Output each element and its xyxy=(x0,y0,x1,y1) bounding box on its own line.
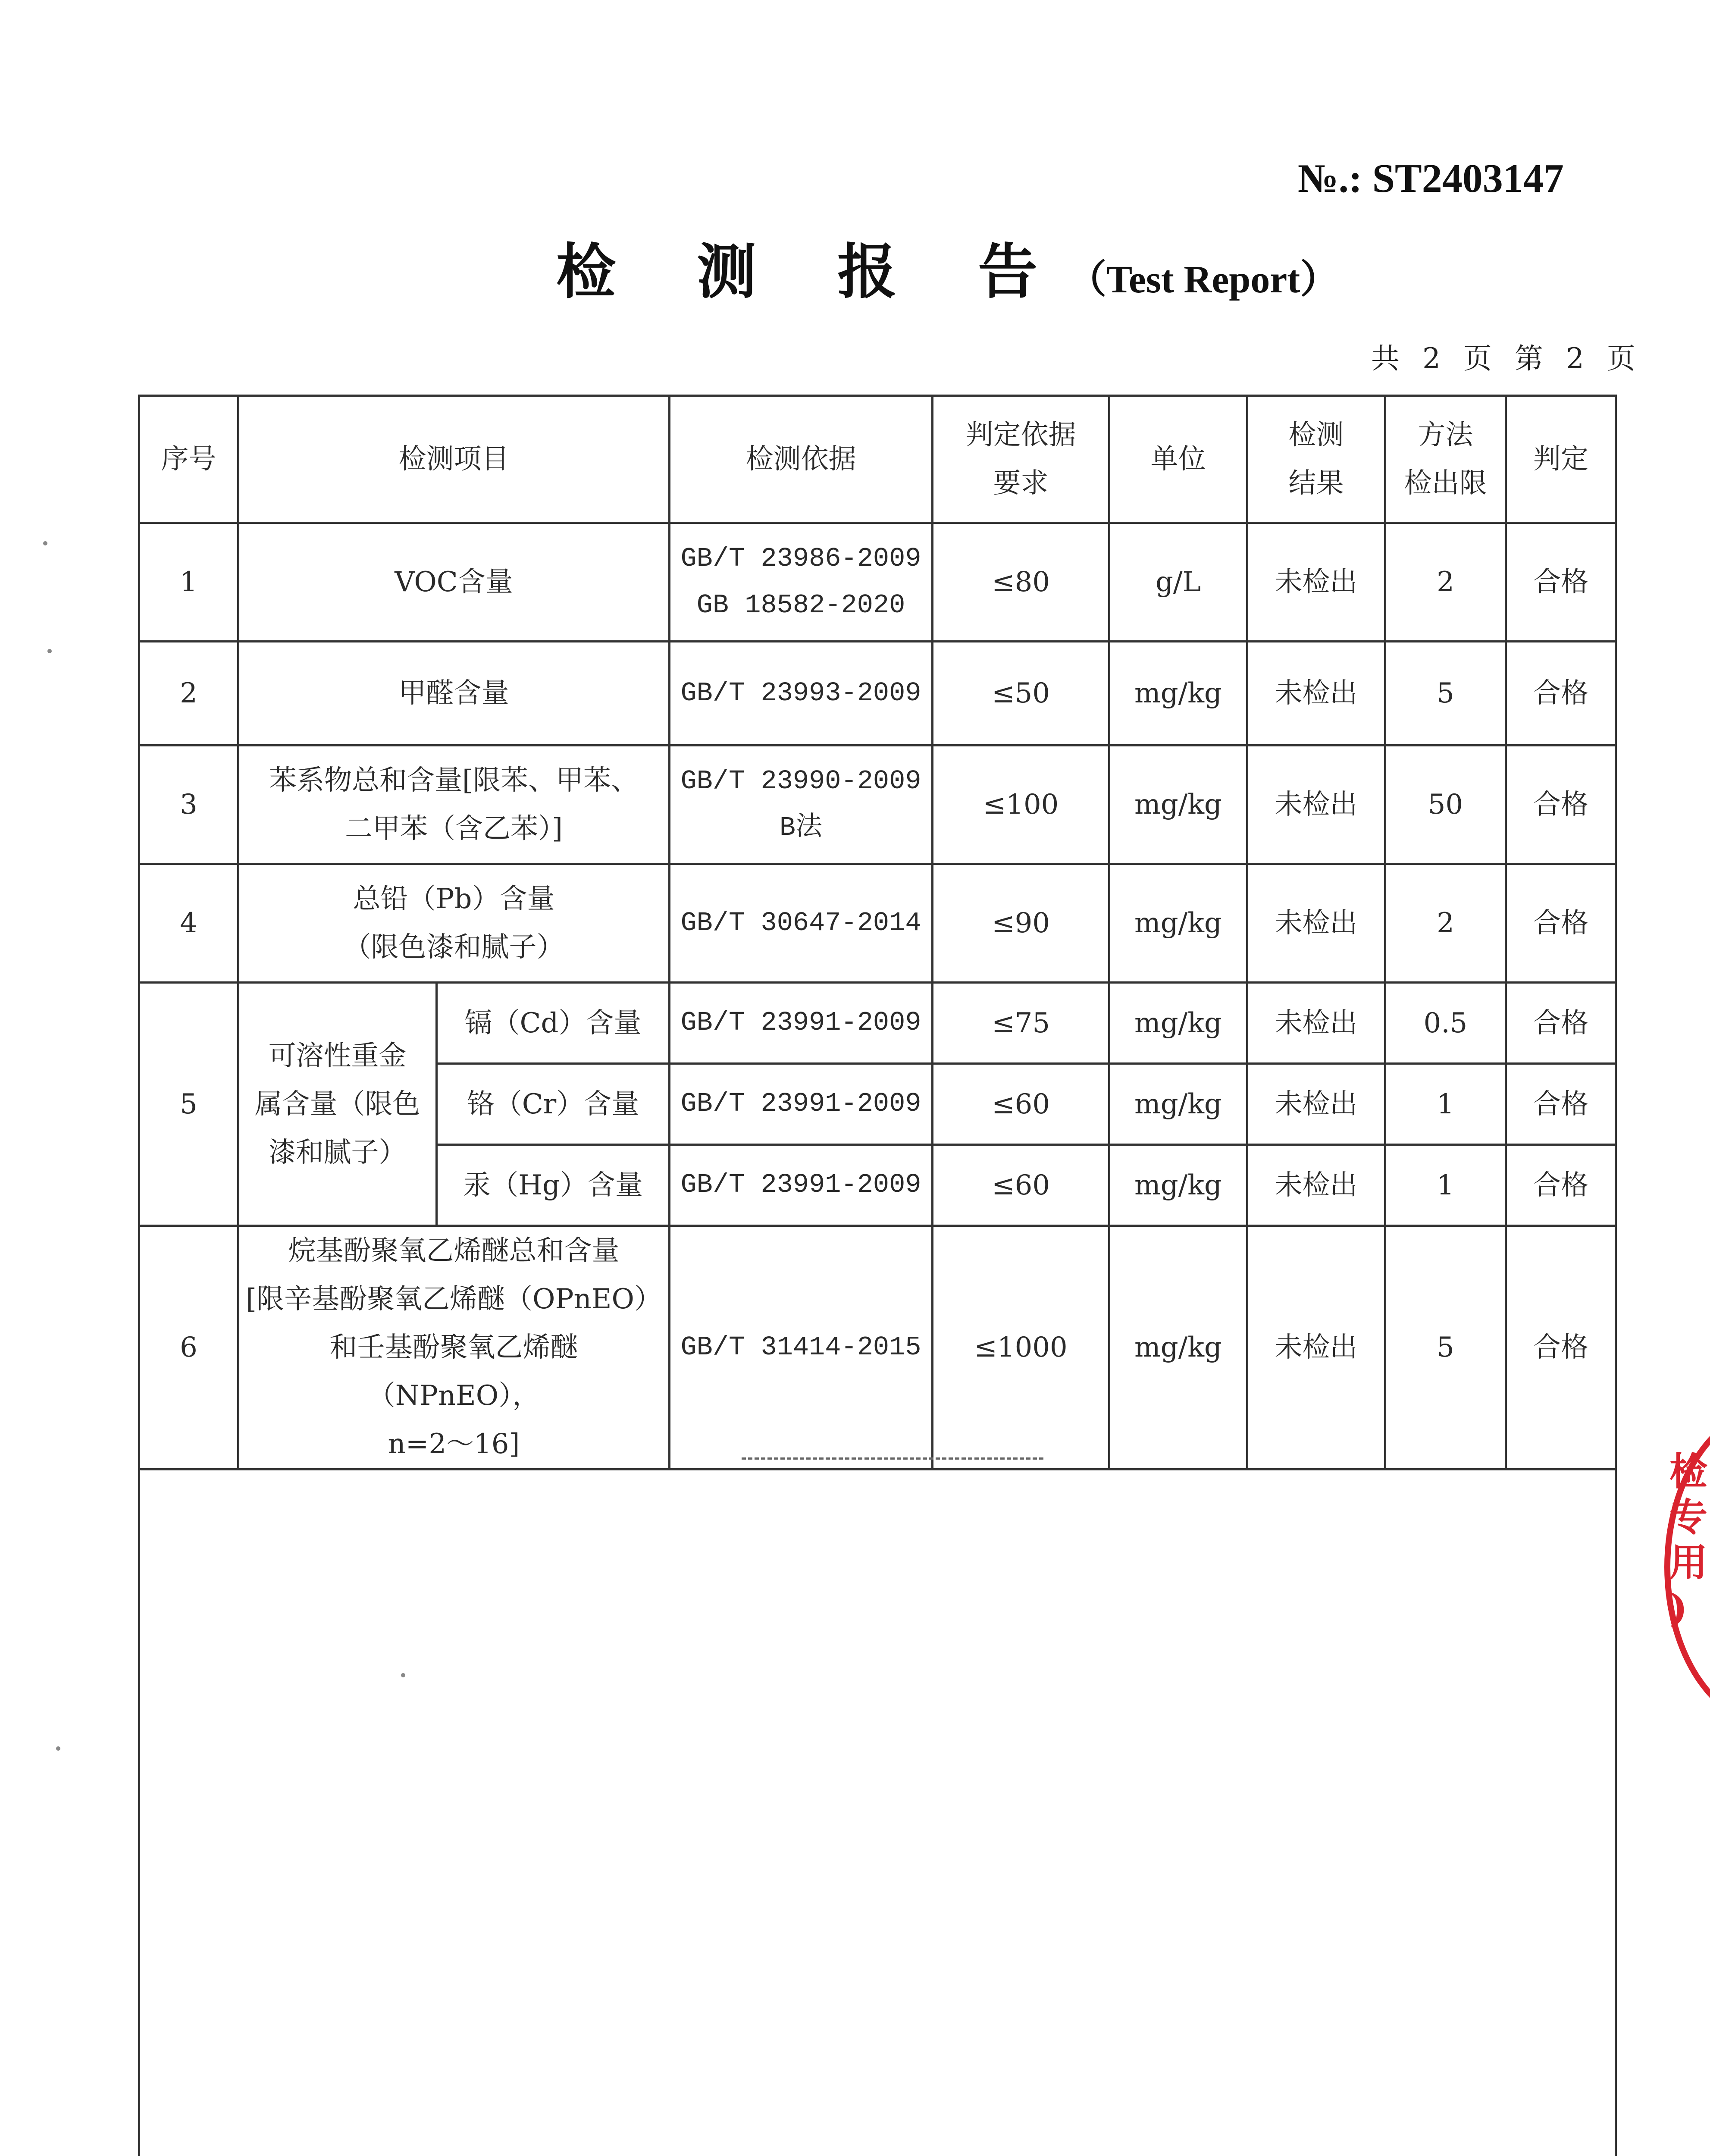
table-row xyxy=(139,1226,1616,1470)
cell-basis: GB/T 23991-2009 xyxy=(670,1064,933,1145)
cell-unit: mg/kg xyxy=(1109,1226,1247,1470)
cell-basis: GB/T 23990-2009 B法 xyxy=(670,746,933,864)
cell-seq: 5 xyxy=(139,983,238,1226)
cell-sub-item: 铬（Cr）含量 xyxy=(437,1064,670,1145)
cell-limit: 5 xyxy=(1385,642,1506,746)
table-row xyxy=(139,642,1616,746)
cell-limit: 2 xyxy=(1385,523,1506,642)
cell-basis: GB/T 31414-2015 xyxy=(670,1226,933,1470)
cell-requirement: ≤80 xyxy=(933,523,1109,642)
cell-verdict: 合格 xyxy=(1506,983,1616,1064)
cell-result: 未检出 xyxy=(1247,1226,1385,1470)
cell-verdict: 合格 xyxy=(1506,1064,1616,1145)
table-header-row xyxy=(139,396,1616,523)
table-row xyxy=(139,983,1616,1064)
cell-seq: 6 xyxy=(139,1226,238,1470)
cell-unit: g/L xyxy=(1109,523,1247,642)
cell-basis: GB/T 23986-2009 GB 18582-2020 xyxy=(670,523,933,642)
cell-verdict: 合格 xyxy=(1506,1226,1616,1470)
cell-seq: 4 xyxy=(139,864,238,983)
header-requirement: 判定依据 要求 xyxy=(933,396,1109,523)
cell-verdict: 合格 xyxy=(1506,1145,1616,1226)
cell-verdict: 合格 xyxy=(1506,746,1616,864)
cell-sub-item: 汞（Hg）含量 xyxy=(437,1145,670,1226)
cell-basis: GB/T 30647-2014 xyxy=(670,864,933,983)
cell-result: 未检出 xyxy=(1247,523,1385,642)
cell-limit: 1 xyxy=(1385,1064,1506,1145)
cell-unit: mg/kg xyxy=(1109,746,1247,864)
cell-item: 烷基酚聚氧乙烯醚总和含量 [限辛基酚聚氧乙烯醚（OPnEO） 和壬基酚聚氧乙烯醚（NPnEO）， n=2～16] xyxy=(238,1226,670,1470)
cell-unit: mg/kg xyxy=(1109,983,1247,1064)
cell-requirement: ≤60 xyxy=(933,1145,1109,1226)
cell-requirement: ≤90 xyxy=(933,864,1109,983)
header-result: 检测 结果 xyxy=(1247,396,1385,523)
title-english: （Test Report） xyxy=(1068,258,1339,301)
cell-item: 总铅（Pb）含量 （限色漆和腻子） xyxy=(238,864,670,983)
header-verdict: 判定 xyxy=(1506,396,1616,523)
table-row xyxy=(139,864,1616,983)
cell-verdict: 合格 xyxy=(1506,864,1616,983)
cell-seq: 3 xyxy=(139,746,238,864)
header-item: 检测项目 xyxy=(238,396,670,523)
cell-limit: 1 xyxy=(1385,1145,1506,1226)
title-chinese: 检 测 报 告 xyxy=(556,236,1068,307)
cell-requirement: ≤100 xyxy=(933,746,1109,864)
header-limit: 方法 检出限 xyxy=(1385,396,1506,523)
cell-limit: 2 xyxy=(1385,864,1506,983)
cell-requirement: ≤75 xyxy=(933,983,1109,1064)
blank-area-row xyxy=(139,1470,1616,2156)
cell-unit: mg/kg xyxy=(1109,642,1247,746)
cell-result: 未检出 xyxy=(1247,983,1385,1064)
cell-result: 未检出 xyxy=(1247,864,1385,983)
blank-area xyxy=(139,1470,1616,2156)
cell-item-group: 可溶性重金 属含量（限色 漆和腻子） xyxy=(238,983,437,1226)
cell-basis: GB/T 23993-2009 xyxy=(670,642,933,746)
scan-speck xyxy=(43,541,47,545)
cell-item: 苯系物总和含量[限苯、甲苯、 二甲苯（含乙苯）] xyxy=(238,746,670,864)
table-row xyxy=(139,746,1616,864)
cell-item: VOC含量 xyxy=(238,523,670,642)
cell-result: 未检出 xyxy=(1247,746,1385,864)
table-row xyxy=(139,523,1616,642)
scan-speck xyxy=(47,649,52,653)
cell-item: 甲醛含量 xyxy=(238,642,670,746)
cell-unit: mg/kg xyxy=(1109,1064,1247,1145)
test-results-table xyxy=(138,395,1617,2156)
cell-unit: mg/kg xyxy=(1109,864,1247,983)
header-seq: 序号 xyxy=(139,396,238,523)
cell-seq: 2 xyxy=(139,642,238,746)
cell-requirement: ≤60 xyxy=(933,1064,1109,1145)
cell-limit: 50 xyxy=(1385,746,1506,864)
scan-speck xyxy=(56,1746,60,1751)
cell-requirement: ≤50 xyxy=(933,642,1109,746)
page-title xyxy=(556,224,1339,310)
report-number: №.: ST2403147 xyxy=(1298,156,1564,201)
cell-result: 未检出 xyxy=(1247,1064,1385,1145)
cell-verdict: 合格 xyxy=(1506,523,1616,642)
scan-speck xyxy=(401,1673,405,1677)
cell-result: 未检出 xyxy=(1247,642,1385,746)
cell-sub-item: 镉（Cd）含量 xyxy=(437,983,670,1064)
cell-limit: 5 xyxy=(1385,1226,1506,1470)
cell-seq: 1 xyxy=(139,523,238,642)
cell-result: 未检出 xyxy=(1247,1145,1385,1226)
end-of-data-line xyxy=(742,1457,1043,1460)
cell-requirement: ≤1000 xyxy=(933,1226,1109,1470)
cell-basis: GB/T 23991-2009 xyxy=(670,983,933,1064)
cell-limit: 0.5 xyxy=(1385,983,1506,1064)
cell-verdict: 合格 xyxy=(1506,642,1616,746)
header-basis: 检测依据 xyxy=(670,396,933,523)
header-unit: 单位 xyxy=(1109,396,1247,523)
cell-unit: mg/kg xyxy=(1109,1145,1247,1226)
page-count: 共 2 页 第 2 页 xyxy=(1371,342,1642,375)
cell-basis: GB/T 23991-2009 xyxy=(670,1145,933,1226)
stamp-text: 检 专用 ) xyxy=(1669,1449,1708,1630)
